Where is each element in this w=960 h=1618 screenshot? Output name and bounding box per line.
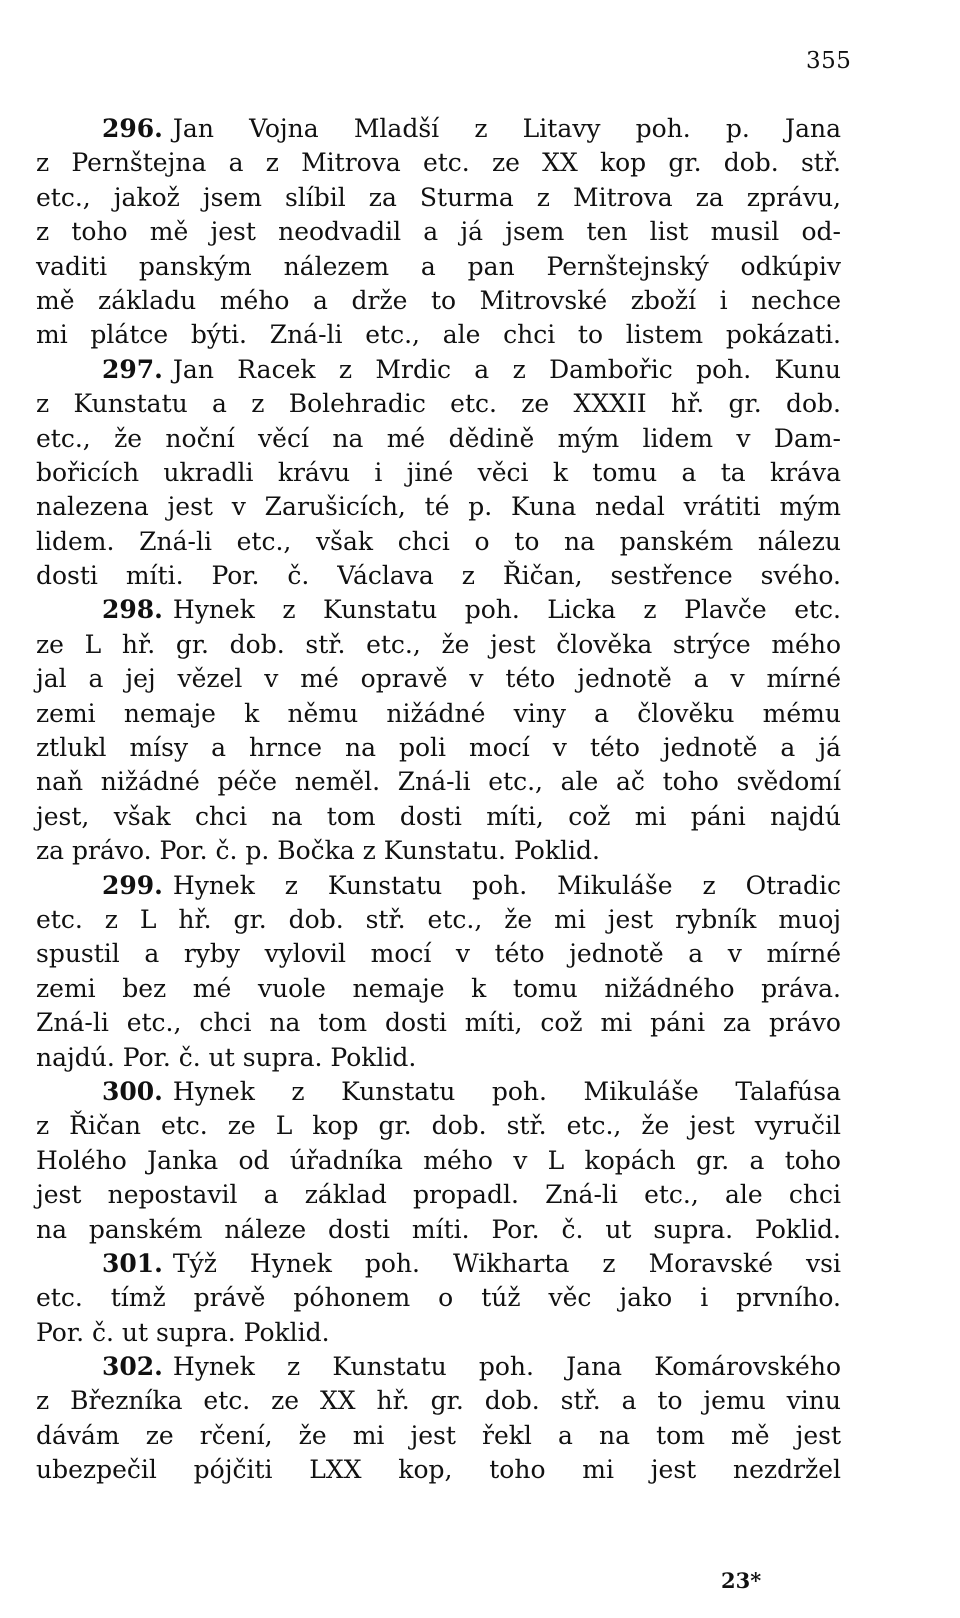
entry-number: 299. xyxy=(102,870,163,900)
entry-text: Hynek z Kunstatu poh. Jana Komárovského xyxy=(172,1352,841,1382)
entry-first-line xyxy=(36,1247,841,1281)
text-line: etc., že noční věcí na mé dědině mým lidem v Dam- xyxy=(36,423,841,453)
document-body xyxy=(36,112,841,1488)
entry-number: 296. xyxy=(102,114,163,143)
text-line: jest, však chci na tom dosti míti, což mi páni najdú xyxy=(36,801,841,831)
entry-text: Hynek z Kunstatu poh. Licka z Plavče etc. xyxy=(172,595,841,625)
entry-300 xyxy=(36,1075,841,1247)
entry-first-line xyxy=(36,1350,841,1384)
text-line: jal a jej vězel v mé opravě v této jednotě a v mírné xyxy=(36,664,841,694)
text-line: lidem. Zná-li etc., však chci o to na panském nálezu xyxy=(36,526,841,556)
text-line: z Kunstatu a z Bolehradic etc. ze XXXII hř. gr. dob. xyxy=(36,389,841,419)
page-number: 355 xyxy=(806,48,852,74)
text-line: bořicích ukradli krávu i jiné věci k tomu a ta kráva xyxy=(36,457,841,487)
text-line: ze L hř. gr. dob. stř. etc., že jest člověka strýce mého xyxy=(36,629,841,659)
entry-text: Hynek z Kunstatu poh. Mikuláše z Otradic xyxy=(172,870,841,900)
entry-number: 297. xyxy=(102,354,163,384)
text-line: mě základu mého a drže to Mitrovské zboží i nechce xyxy=(36,285,841,315)
text-line: z Pernštejna a z Mitrova etc. ze XX kop gr. dob. stř. xyxy=(36,148,841,178)
text-line: z toho mě jest neodvadil a já jsem ten list musil od- xyxy=(36,217,841,247)
text-line: za právo. Por. č. p. Bočka z Kunstatu. Poklid. xyxy=(36,836,600,866)
entry-296 xyxy=(36,112,841,353)
text-line: Zná-li etc., chci na tom dosti míti, což mi páni za právo xyxy=(36,1008,841,1038)
text-line: dosti míti. Por. č. Václava z Řičan, sestřence svého. xyxy=(36,561,841,591)
entry-number: 300. xyxy=(102,1076,163,1106)
text-line: dávám ze rčení, že mi jest řekl a na tom mě jest xyxy=(36,1420,841,1450)
entry-first-line xyxy=(36,353,841,387)
text-line: vaditi panským nálezem a pan Pernštejnský odkúpiv xyxy=(36,251,841,281)
text-line: etc. tímž právě póhonem o túž věc jako i prvního. xyxy=(36,1283,841,1313)
entry-298 xyxy=(36,593,841,868)
text-line: naň nižádné péče neměl. Zná-li etc., ale ač toho svědomí xyxy=(36,767,841,797)
entry-number: 301. xyxy=(102,1248,163,1278)
entry-first-line xyxy=(36,869,841,903)
signature-mark: 23* xyxy=(721,1568,762,1593)
entry-text: Hynek z Kunstatu poh. Mikuláše Talafúsa xyxy=(172,1076,841,1106)
text-line: z Březníka etc. ze XX hř. gr. dob. stř. a to jemu vinu xyxy=(36,1386,841,1416)
entry-text: Jan Racek z Mrdic a z Dambořic poh. Kunu xyxy=(172,354,841,384)
entry-302 xyxy=(36,1350,841,1488)
entry-first-line xyxy=(36,112,841,146)
text-line: Holého Janka od úřadníka mého v L kopách gr. a toho xyxy=(36,1145,841,1175)
entry-number: 298. xyxy=(102,595,163,625)
entry-first-line xyxy=(36,1075,841,1109)
text-line: etc. z L hř. gr. dob. stř. etc., že mi jest rybník muoj xyxy=(36,904,841,934)
text-line: jest nepostavil a základ propadl. Zná-li etc., ale chci xyxy=(36,1180,841,1210)
text-line: mi plátce býti. Zná-li etc., ale chci to listem pokázati. xyxy=(36,320,841,350)
entry-301 xyxy=(36,1247,841,1350)
text-line: zemi nemaje k němu nižádné viny a člověku mému xyxy=(36,698,841,728)
text-line: ztlukl mísy a hrnce na poli mocí v této jednotě a já xyxy=(36,733,841,763)
entry-first-line xyxy=(36,593,841,627)
text-line: ubezpečil pójčiti LXX kop, toho mi jest nezdržel xyxy=(36,1455,841,1485)
entry-text: Jan Vojna Mladší z Litavy poh. p. Jana xyxy=(172,114,841,143)
entry-text: Týž Hynek poh. Wikharta z Moravské vsi xyxy=(172,1248,841,1278)
text-line: Por. č. ut supra. Poklid. xyxy=(36,1317,330,1347)
text-line: najdú. Por. č. ut supra. Poklid. xyxy=(36,1042,417,1072)
text-line: nalezena jest v Zarušicích, té p. Kuna nedal vrátiti mým xyxy=(36,492,841,522)
text-line: z Řičan etc. ze L kop gr. dob. stř. etc., že jest vyručil xyxy=(36,1111,841,1141)
entry-299 xyxy=(36,869,841,1075)
entry-number: 302. xyxy=(102,1352,163,1382)
entry-297 xyxy=(36,353,841,594)
text-line: zemi bez mé vuole nemaje k tomu nižádného práva. xyxy=(36,973,841,1003)
text-line: etc., jakož jsem slíbil za Sturma z Mitrova za zprávu, xyxy=(36,182,841,212)
text-line: spustil a ryby vylovil mocí v této jednotě a v mírné xyxy=(36,939,841,969)
text-line: na panském náleze dosti míti. Por. č. ut supra. Poklid. xyxy=(36,1214,841,1244)
